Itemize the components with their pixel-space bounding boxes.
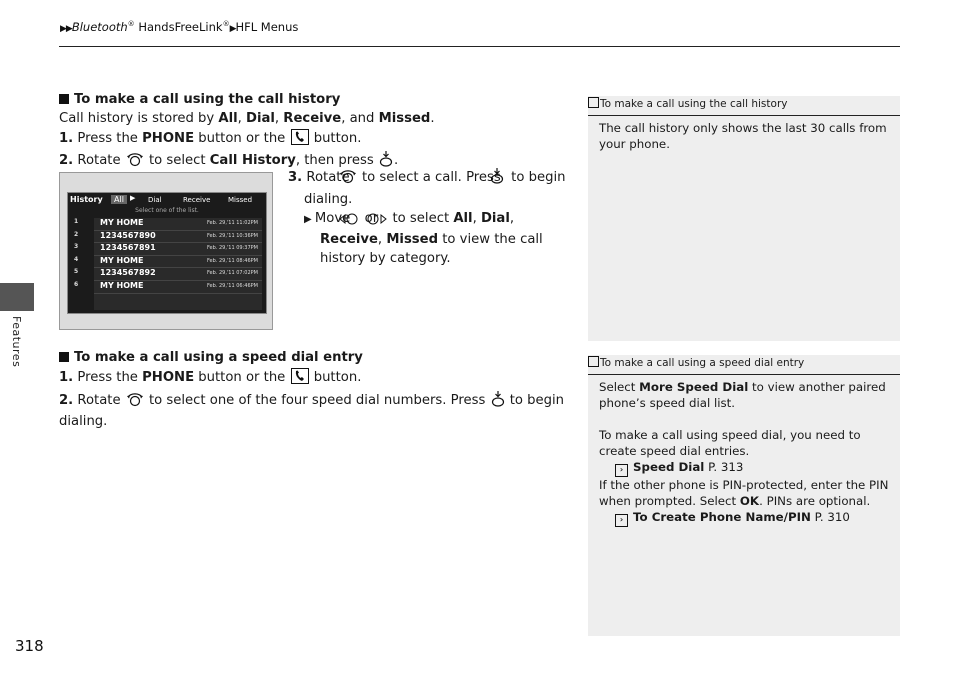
screen-row-number: 3	[74, 243, 79, 251]
call-history-screen-image	[59, 172, 273, 330]
step-1: 1. Press the PHONE button or the button.	[59, 129, 579, 152]
note-paragraph: To make a call using speed dial, you need to create speed dial entries.	[599, 428, 861, 458]
screen-list-row[interactable]	[74, 230, 262, 244]
screen-tab-all[interactable]: All	[111, 195, 127, 204]
screen-row-number: 2	[74, 230, 79, 238]
phone-button-icon	[291, 129, 309, 152]
section-call-history	[59, 91, 579, 174]
step-2: 2. Rotate to select one of the four speed dial numbers. Press to begin dialing.	[59, 392, 565, 430]
breadcrumb-hfl-menus[interactable]: HFL Menus	[235, 20, 299, 34]
screen-row-number: 5	[74, 268, 79, 276]
side-tab-label: Features	[10, 316, 23, 368]
screen-tab-receive[interactable]: Receive	[183, 196, 211, 204]
rotate-knob-icon	[126, 151, 144, 174]
note-body: The call history only shows the last 30 calls from your phone.	[599, 121, 887, 151]
phone-button-icon	[291, 368, 309, 391]
side-tab-marker	[0, 283, 34, 311]
press-knob-icon	[491, 391, 505, 414]
screen-row-date: Feb. 29,'11 10:36PM	[206, 232, 258, 239]
breadcrumb-handsfreelink[interactable]: HandsFreeLink	[134, 20, 223, 34]
registered-mark: ®	[222, 20, 230, 29]
screen-display	[67, 192, 267, 314]
screen-row-number: 6	[74, 280, 79, 288]
move-left-icon	[355, 213, 359, 232]
note-call-history	[588, 96, 900, 341]
xref-create-phone-name[interactable]: › To Create Phone Name/PIN P. 310	[599, 509, 892, 527]
screen-row-name: 1234567890	[100, 230, 156, 240]
page-number: 318	[15, 637, 44, 655]
note-header: To make a call using the call history	[588, 96, 900, 116]
registered-mark: ®	[127, 20, 135, 29]
screen-subtitle: Select one of the list.	[135, 207, 199, 214]
screen-row-name: MY HOME	[100, 280, 144, 290]
xref-speed-dial[interactable]: › Speed Dial P. 313	[599, 459, 892, 477]
screen-list	[74, 218, 262, 310]
screen-header	[68, 193, 266, 207]
note-icon	[588, 356, 599, 367]
header-rule	[59, 46, 900, 47]
screen-title: History	[70, 195, 103, 204]
screen-row-name: 1234567891	[100, 243, 156, 253]
rotate-knob-icon	[355, 168, 357, 191]
screen-list-row[interactable]	[74, 280, 262, 294]
note-body	[588, 375, 900, 527]
screen-row-name: 1234567892	[100, 268, 156, 278]
rotate-knob-icon	[126, 391, 144, 414]
step-3-sub: ▶ Move or to select All, Dial, Receive, Missed to view the call history by category.	[304, 210, 543, 267]
xref-arrow-icon: ›	[615, 464, 628, 477]
square-bullet-icon	[59, 352, 69, 362]
note-paragraph: Select More Speed Dial to view another paired phone’s speed dial list.	[599, 380, 886, 410]
screen-row-number: 1	[74, 218, 79, 225]
screen-row-date: Feb. 29,'11 07:02PM	[206, 270, 258, 277]
step-3: 3. Rotate to select a call. Press to begin dialing. ▶ Move or to select All, Dial, Receive, Missed to view the call history by category.	[288, 168, 573, 269]
step-1: 1. Press the PHONE button or the button.	[59, 368, 579, 391]
screen-tab-missed[interactable]: Missed	[228, 196, 253, 204]
screen-row-name: MY HOME	[100, 255, 144, 265]
xref-arrow-icon: ›	[615, 514, 628, 527]
note-paragraph: If the other phone is PIN-protected, enter the PIN when prompted. Select OK. PINs are optional.	[599, 478, 889, 508]
screen-row-date: Feb. 29,'11 06:46PM	[206, 282, 258, 289]
section-heading: To make a call using the call history	[59, 91, 579, 110]
screen-tab-dial[interactable]: Dial	[148, 196, 162, 204]
screen-list-row[interactable]	[74, 218, 262, 231]
screen-row-date: Feb. 29,'11 08:46PM	[206, 257, 258, 264]
square-bullet-icon	[59, 94, 69, 104]
screen-list-row[interactable]	[74, 268, 262, 281]
intro-text: Call history is stored by All, Dial, Receive, and Missed.	[59, 110, 435, 126]
screen-row-date: Feb. 29,'11 11:02PM	[206, 220, 258, 226]
step-2: 2. Rotate to select Call History, then press .	[59, 151, 579, 174]
note-header: To make a call using a speed dial entry	[588, 355, 900, 375]
note-icon	[588, 97, 599, 108]
screen-row-name: MY HOME	[100, 218, 144, 227]
screen-row-number: 4	[74, 255, 79, 263]
breadcrumb-bluetooth[interactable]: Bluetooth	[71, 20, 128, 34]
breadcrumb-arrow-icon: ▶	[229, 24, 236, 34]
breadcrumb	[60, 20, 298, 34]
breadcrumb-arrow-icon: ▶▶	[60, 24, 72, 34]
section-speed-dial	[59, 349, 579, 432]
screen-row-date: Feb. 29,'11 09:37PM	[206, 245, 258, 252]
section-heading: To make a call using a speed dial entry	[59, 349, 579, 368]
screen-tab-arrow-icon: ▶	[130, 194, 136, 202]
note-speed-dial	[588, 355, 900, 636]
sub-arrow-icon: ▶	[304, 213, 315, 225]
screen-list-row[interactable]	[74, 243, 262, 256]
move-right-icon	[383, 213, 387, 232]
screen-list-row[interactable]	[74, 255, 262, 269]
